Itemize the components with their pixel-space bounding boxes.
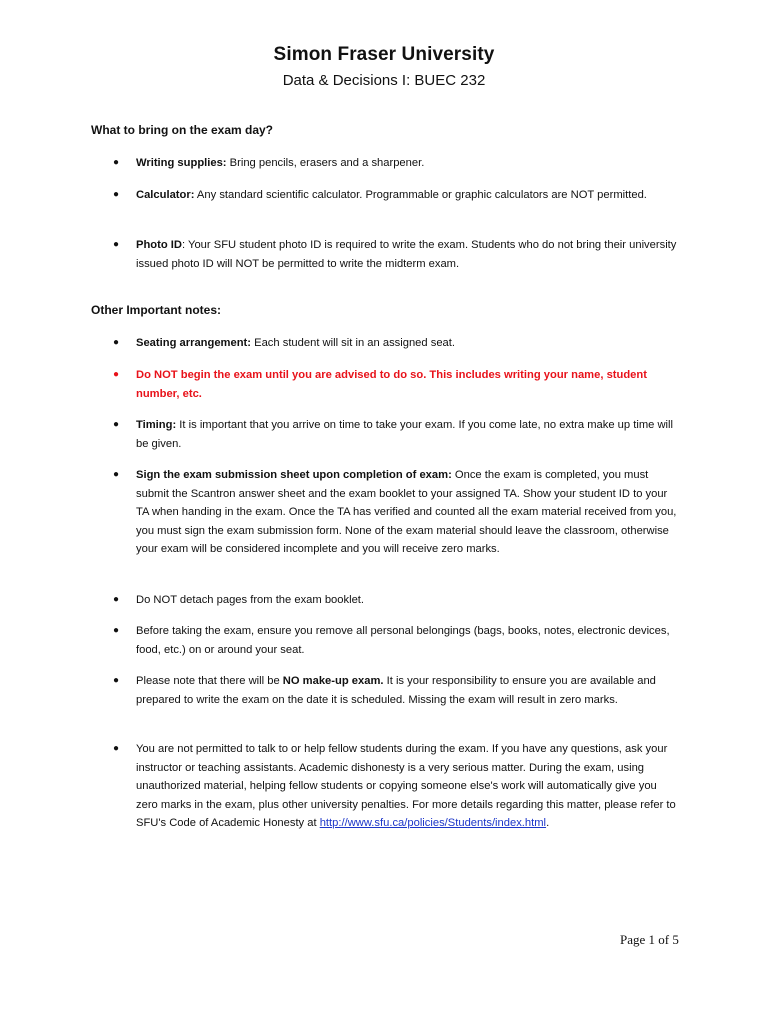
item-text: It is your responsibility to ensure you are available and prepared to write the exam on the date it is scheduled. Missing the exam will result in zero marks. — [136, 675, 656, 706]
item-text: It is important that you arrive on time to take your exam. If you come late, no extra make up time will be given. — [136, 419, 674, 450]
list-item-photo-id — [136, 236, 681, 273]
honesty-policy-link[interactable]: http://www.sfu.ca/policies/Students/index.html — [319, 817, 547, 829]
bullet-marker: ● — [113, 419, 120, 430]
list-item-calculator — [136, 186, 681, 205]
course-subtitle: Data & Decisions I: BUEC 232 — [282, 72, 486, 89]
item-label: Photo ID — [136, 239, 182, 251]
item-text: Bring pencils, erasers and a sharpener. — [226, 157, 425, 169]
item-label: Sign the exam submission sheet upon completion of exam: — [136, 469, 452, 481]
list-item-academic-honesty — [136, 740, 681, 833]
bullet-marker: ● — [113, 675, 120, 686]
bullet-marker: ● — [113, 189, 120, 200]
list-item-submission-sheet — [136, 466, 681, 559]
list-item-no-makeup — [136, 672, 681, 709]
bullet-marker: ● — [113, 369, 120, 380]
bullet-marker: ● — [113, 337, 120, 348]
bullet-marker: ● — [113, 743, 120, 754]
page-number: Page 1 of 5 — [620, 932, 679, 947]
university-title: Simon Fraser University — [273, 44, 495, 65]
bullet-marker: ● — [113, 594, 120, 605]
list-item-seating — [136, 334, 681, 353]
item-text: You are not permitted to talk to or help fellow students during the exam. If you have any questions, ask your instructor or teaching assistants. Academic dishonesty is a very serious matter. During the exam, using unauthorized material, helping fellow students or copying someone else's work will automatically give you zero marks in the exam, plus other university penalties. For more details regarding this matter, please refer to SFU's Code of Academic Honesty at — [136, 743, 676, 829]
list-item-timing — [136, 416, 681, 453]
bullet-marker: ● — [113, 625, 120, 636]
list-item-detach: Do NOT detach pages from the exam booklet. — [136, 594, 365, 606]
item-text: Any standard scientific calculator. Programmable or graphic calculators are NOT permitted. — [194, 189, 647, 201]
list-item-belongings: Before taking the exam, ensure you remove all personal belongings (bags, books, notes, electronic devices, food, etc.) on or around your seat. — [136, 625, 670, 656]
item-label: Writing supplies: — [136, 157, 227, 169]
bullet-marker: ● — [113, 157, 120, 168]
item-label: Seating arrangement: — [136, 337, 252, 349]
item-text: Each student will sit in an assigned seat. — [251, 337, 455, 349]
item-label: NO make-up exam. — [282, 675, 384, 687]
item-label: Timing: — [136, 419, 177, 431]
list-item-do-not-begin: Do NOT begin the exam until you are advised to do so. This includes writing your name, student number, etc. — [136, 369, 647, 400]
item-text: : Your SFU student photo ID is required to write the exam. Students who do not bring their university issued photo ID will NOT be permitted to write the midterm exam. — [136, 239, 677, 270]
bullet-marker: ● — [113, 239, 120, 250]
section-heading-bring: What to bring on the exam day? — [91, 123, 274, 137]
item-text: Please note that there will be — [136, 675, 283, 687]
item-text: . — [546, 817, 550, 829]
section-heading-notes: Other Important notes: — [91, 303, 222, 317]
item-label: Calculator: — [136, 189, 195, 201]
item-text: Once the exam is completed, you must submit the Scantron answer sheet and the exam booklet to your assigned TA. Show your student ID to your TA when handing in the exam. Once the TA has verified and counted all the exam material received from you, you must sign the exam submission form. None of the exam material should leave the classroom, otherwise your exam will be considered incomplete and you will receive zero marks. — [136, 469, 677, 555]
bullet-marker: ● — [113, 469, 120, 480]
list-item-writing-supplies — [136, 154, 681, 173]
